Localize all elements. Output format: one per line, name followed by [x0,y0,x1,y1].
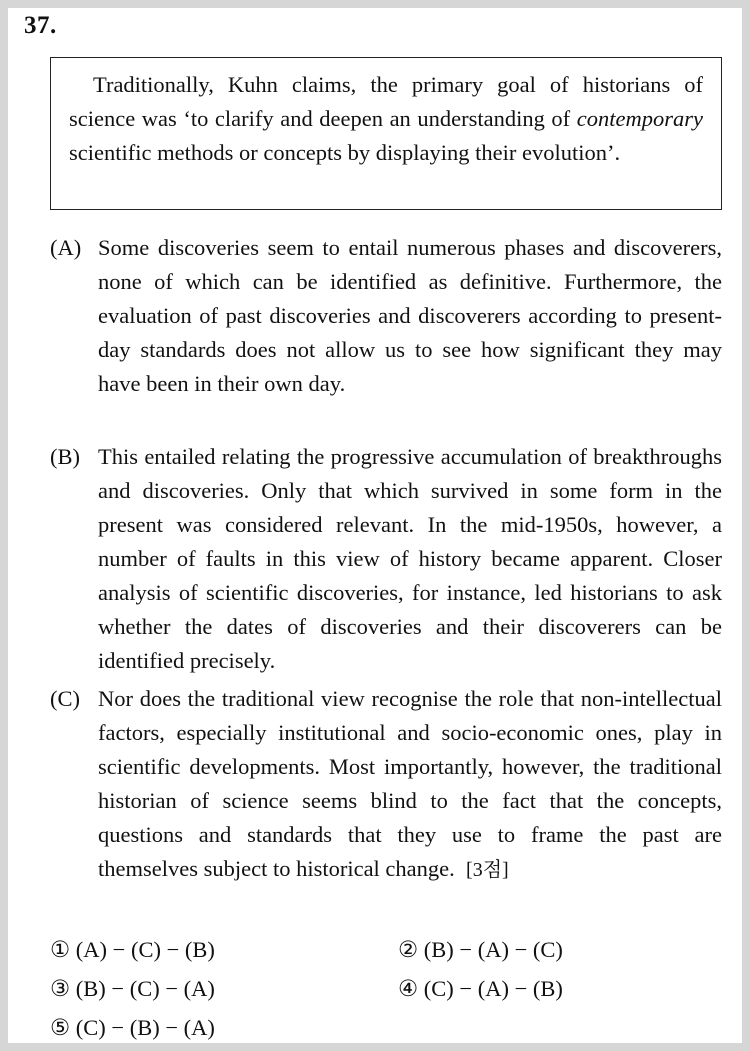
prompt-text-1: Traditionally, Kuhn claims, the primary goal of historians of science was ‘to clarify and deepen an understanding of [69,72,703,131]
choice-5[interactable]: ⑤ (C) − (B) − (A) [50,1015,215,1040]
section-c-label: (C) [50,686,80,711]
section-b [50,440,722,678]
section-c-body [98,682,722,887]
section-a [50,231,722,401]
question-number: 37. [24,12,57,39]
choice-4[interactable]: ④ (C) − (A) − (B) [398,976,563,1001]
section-c-text: Nor does the traditional view recognise the role that non-intellectual factors, especially institutional and socio-economic ones, play in scientific developments. Most importantly, however, the traditional historian of science seems blind to the fact that the concepts, questions and standards that they use to frame the past are themselves subject to historical change. [98,686,722,881]
section-b-text: This entailed relating the progressive accumulation of breakthroughs and discoveries. Only that which survived in some form in the present was considered relevant. In the mid-1950s, however, a number of faults in this view of history became apparent. Closer analysis of scientific discoveries, for instance, led historians to ask whether the dates of discoveries and their discoverers can be identified precisely. [98,444,722,673]
prompt-box [50,57,722,210]
prompt-italic-word: contemporary [576,106,703,131]
section-b-label: (B) [50,444,80,469]
section-a-text: Some discoveries seem to entail numerous phases and discoverers, none of which can be identified as definitive. Furthermore, the evaluation of past discoveries and discoverers according to present-day standards does not allow us to see how significant they may have been in their own day. [98,235,722,396]
choice-3[interactable]: ③ (B) − (C) − (A) [50,976,215,1001]
prompt-paragraph [69,68,703,170]
choice-1[interactable]: ① (A) − (C) − (B) [50,937,215,962]
section-a-label: (A) [50,235,82,260]
section-c [50,682,722,887]
points-tag: [3점] [466,859,509,881]
choice-2[interactable]: ② (B) − (A) − (C) [398,937,563,962]
prompt-text-2: scientific methods or concepts by displaying their evolution’. [69,140,621,165]
